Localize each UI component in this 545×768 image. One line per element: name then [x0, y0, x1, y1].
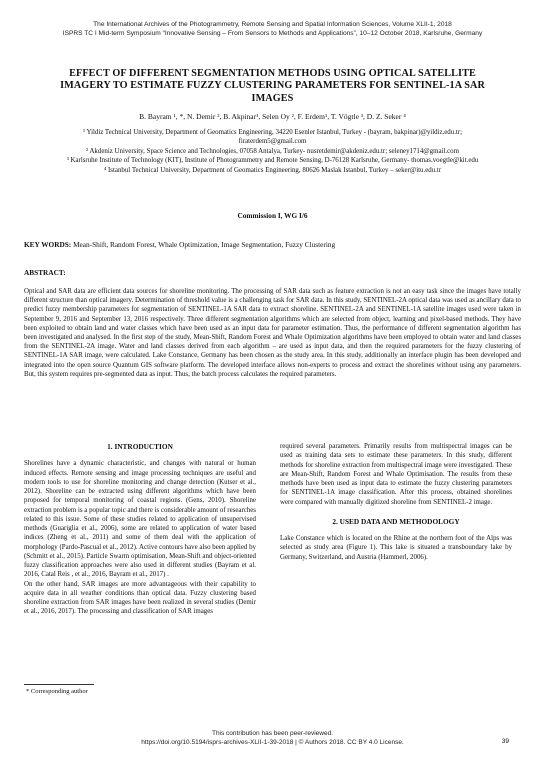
page-footer: [0, 730, 545, 747]
running-header-line-2: ISPRS TC I Mid-term Symposium “Innovative Sensing – From Sensors to Methods and Applications”, 10–12 October 2018, Karlsruhe, Germany: [62, 29, 483, 37]
data-methodology-paragraph-1: Lake Constance which is located on the Rhine at the northern foot of the Alps was selected as study area (Figure 1). This lake is situated a transboundary lake by Germany, Switzerland, and Austria (Hammerl, 2006).: [280, 535, 512, 561]
introduction-heading: 1. INTRODUCTION: [107, 442, 173, 451]
footer-line-2: https://doi.org/10.5194/isprs-archives-XLII-1-39-2018 | © Authors 2018. CC BY 4.0 License.: [141, 738, 404, 746]
affiliation-4: ⁴ Istanbul Technical University, Department of Geomatics Engineering, 80626 Maslak Istanbul, Turkey – seker@itu.edu.tr: [103, 166, 442, 174]
introduction-paragraph-2: On the other hand, SAR images are more advantageous with their capability to acquire data in all weather conditions than optical data. Fuzzy clustering based shoreline extraction from SAR images have been realized in several studies (Demir et al., 2016, 2017). The processing and classification of SAR images: [24, 580, 256, 616]
page-number: 39: [501, 738, 509, 745]
affiliation-2: ² Akdeniz University, Space Science and Technologies, 07058 Antalya, Turkey- nusretdemir@akdeniz.edu.tr; seleney1714@gmail.com: [86, 147, 459, 155]
running-header-line-1: The International Archives of the Photogrammetry, Remote Sensing and Spatial Information Sciences, Volume XLII-1, 2018: [93, 21, 452, 28]
footer-line-1: This contribution has been peer-reviewed.: [211, 730, 334, 737]
abstract-text: Optical and SAR data are efficient data sources for shoreline monitoring. The processing of SAR data such as feature extraction is not an easy task since the images have totally different structure than optical imagery. Determination of threshold value is a challenging task for SAR data. In this study, SENTINEL-2A optical data was used as ancillary data to predict fuzzy membership parameters for segmentation of SENTINEL-1A SAR data to extract shoreline. SENTINEL-2A and SENTINEL-1A satellite images used were taken in September 9, 2016 and September 13, 2016 respectively. Three different segmentation algorithms which are selected from object, learning and pixel-based methods. They have been exploited to obtain land and water classes which have been used as an input data for parameter estimation. Thus, the performance of different segmentation algorithm has been investigated and analysed. In the first step of the study, Mean-Shift, Random Forest and Whale Optimization algorithms have been employed to obtain water and land classes from the SENTINEL-2A image. Water and land classes derived from each algorithm – are used as input data, and then the required parameters for the fuzzy clustering of SENTINEL-1A SAR image, were calculated. Lake Constance, Germany has been chosen as the study area. In this study, additionally an interface plugin has been developed and integrated into the open source Quantum GIS software platform. The developed interface allows non-experts to process and extract the shorelines without using any parameters. But, this system requires pre-segmented data as input. Thus, the batch process calculates the required parameters.: [24, 288, 521, 378]
commission-label: Commission I, WG I/6: [237, 211, 308, 220]
running-header: [0, 21, 545, 38]
footnote: * Corresponding author: [26, 688, 88, 695]
introduction-paragraph-1: Shorelines have a dynamic characteristic, and changes with natural or human induced effects. Remote sensing and image processing techniques are useful and modern tools to use for shoreline monitoring and change detection (Kutser et al., 2012). Shoreline can be extracted using different algorithms which have been proposed for temporal monitoring of coastal regions. (Gens, 2010). Shoreline extraction problem is a popular topic and there is considerable amount of researches related to this issue. Some of these studies related to application of unsupervised methods (Guariglia et al., 2006), some are related to application of water based indices (Zheng et al., 2011) and some of them deal with the application of morphology (Pardo-Pascual et al., 2012). Active contours have also been applied by (Schmitt et al., 2015). Particle Swarm optimisation, Mean-Shift and object-oriented fuzzy classification approaches were also used in different studies (Bayram et al. 2016, Catal Reis , et al., 2016, Bayram et al., 2017) .: [24, 460, 256, 579]
right-column: [280, 442, 512, 562]
affiliations: [62, 128, 483, 175]
introduction-paragraph-3: required several parameters. Primarily results from multispectral images can be used as training data sets to estimate these parameters. In this study, different methods for shoreline extraction from multispectral image were investigated. These are Mean-Shift, Random Forest and Whale Optimisation. The results from these methods have been used as input data to estimate the fuzzy clustering parameters for SENTINEL-1A image classification. After this process, obtained shorelines were compared with manually digitized shoreline from SENTINEL-2 image.: [280, 443, 512, 506]
affiliation-3: ³ Karlsruhe Institute of Technology (KIT), Institute of Photogrammetry and Remote Sensing, D-76128 Karlsruhe, Germany- thomas.voegtle@kit.edu: [66, 157, 479, 165]
left-column: [24, 442, 256, 617]
keywords-text: Mean-Shift, Random Forest, Whale Optimization, Image Segmentation, Fuzzy Clustering: [73, 240, 336, 249]
keywords: [24, 240, 521, 249]
footnote-divider: [24, 684, 94, 685]
paper-title: EFFECT OF DIFFERENT SEGMENTATION METHODS USING OPTICAL SATELLITE IMAGERY TO ESTIMATE FUZZY CLUSTERING PARAMETERS FOR SENTINEL-1A SAR IMAGES: [60, 68, 485, 104]
abstract-heading: ABSTRACT:: [24, 268, 66, 277]
author-list: B. Bayram ¹, *, N. Demir ², B. Akpinar¹, Selen Oy ², F. Erdem¹, T. Vögtle ³, D. Z. Seker ⁴: [139, 112, 406, 121]
data-methodology-heading: 2. USED DATA AND METHODOLOGY: [332, 516, 460, 526]
affiliation-1: ¹ Yildiz Technical University, Department of Geomatics Engineering, 34220 Esenler Istanbul, Turkey - (bayram, bakpinar)@yildiz.edu.tr; firaterdem5@gmail.com: [82, 129, 463, 146]
keywords-label: KEY WORDS:: [24, 240, 72, 249]
